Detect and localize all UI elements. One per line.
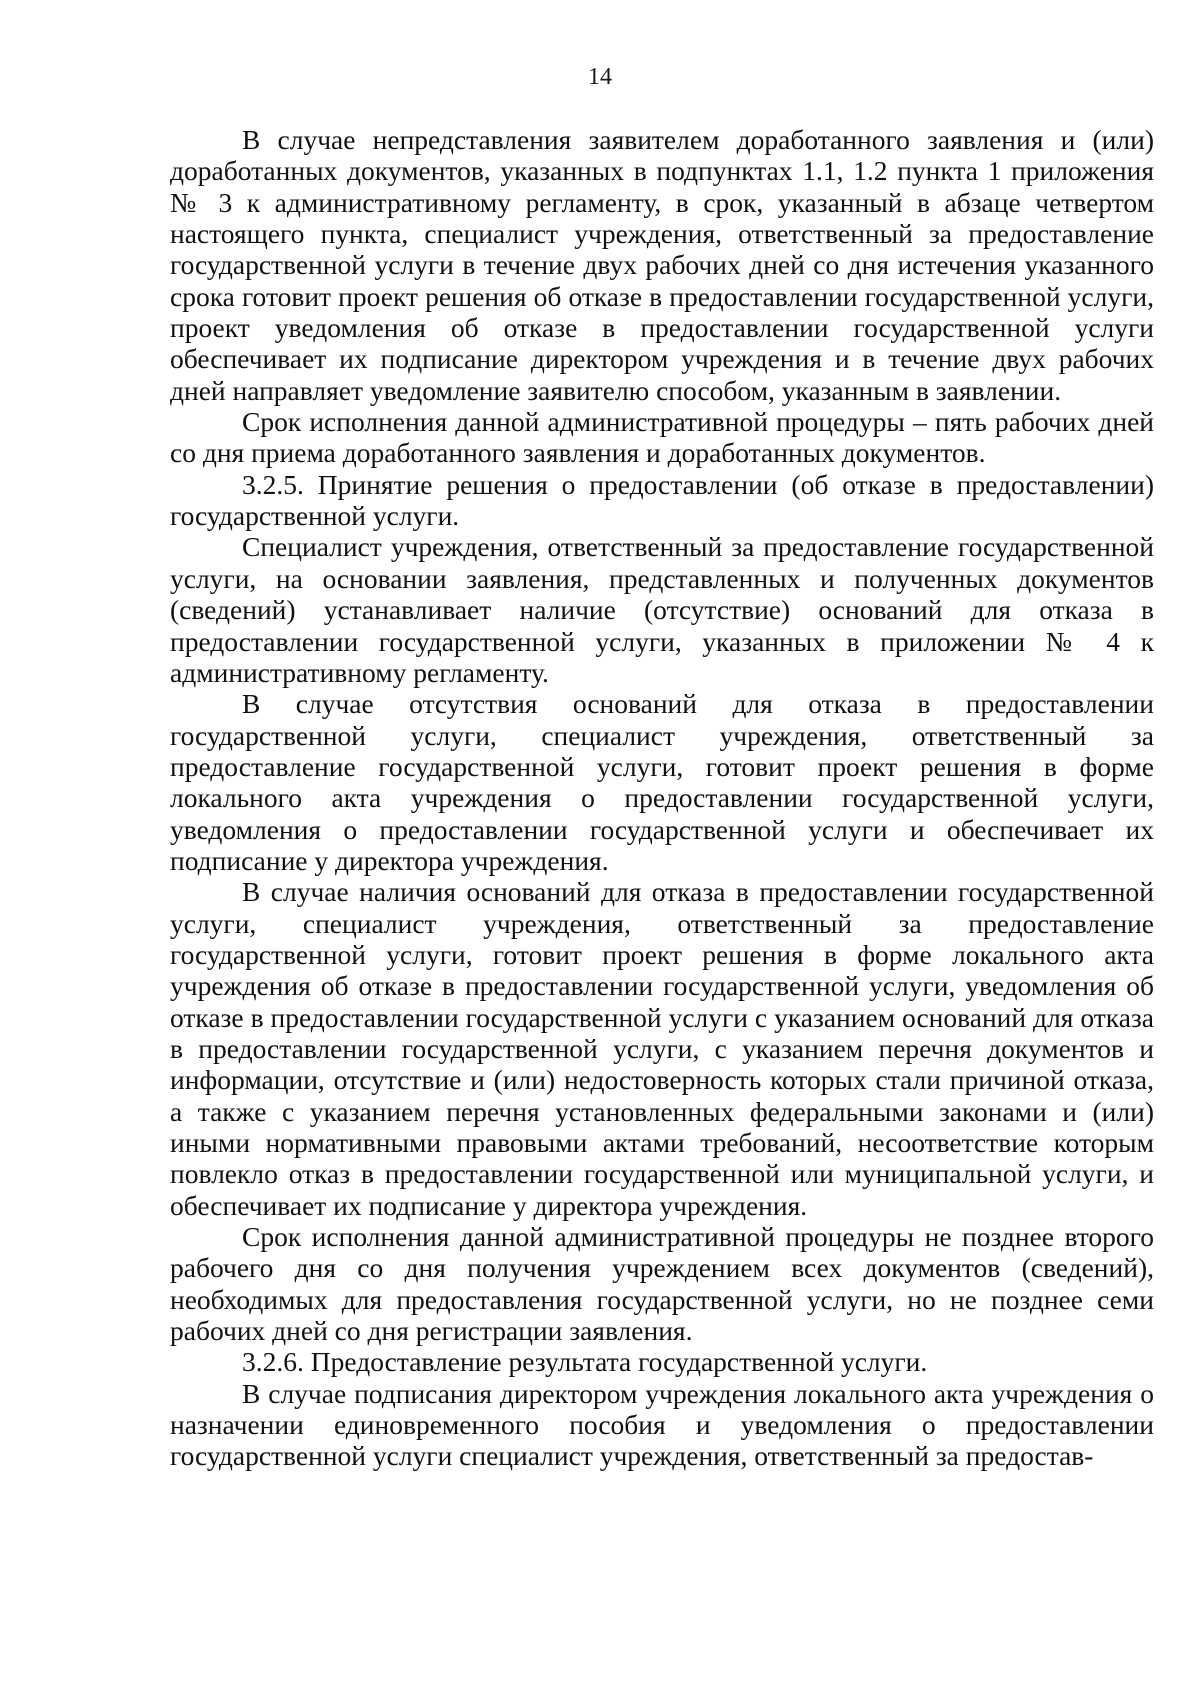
paragraph-deadline-five-days: Срок исполнения данной административной процедуры – пять рабочих дней со дня приема доработанного заявления и доработанных документов. bbox=[170, 406, 1154, 469]
page-number: 14 bbox=[588, 64, 612, 90]
document-body bbox=[170, 124, 1154, 1472]
section-heading-3-2-6: 3.2.6. Предоставление результата государственной услуги. bbox=[242, 1346, 928, 1378]
paragraph-no-grounds: В случае отсутствия оснований для отказа в предоставлении государственной услуги, специалист учреждения, ответственный за предоставление государственной услуги, готовит проект решения в форме локального акта учреждения о предоставлении государственной услуги, уведомления о предоставлении государственной услуги и обеспечивает их подписание у директора учреждения. bbox=[170, 688, 1154, 876]
paragraph-deadline-second-day: Срок исполнения данной административной процедуры не позднее второго рабочего дня со дня получения учреждением всех документов (сведений), необходимых для предоставления государственной услуги, но не позднее семи рабочих дней со дня регистрации заявления. bbox=[170, 1221, 1154, 1347]
paragraph-non-submission: В случае непредставления заявителем доработанного заявления и (или) доработанных документов, указанных в подпунктах 1.1, 1.2 пункта 1 приложения № 3 к административному регламенту, в срок, указанный в абзаце четвертом настоящего пункта, специалист учреждения, ответственный за предоставление государственной услуги в течение двух рабочих дней со дня истечения указанного срока готовит проект решения об отказе в предоставлении государственной услуги, проект уведомления об отказе в предоставлении государственной услуги обеспечивает их подписание директором учреждения и в течение двух рабочих дней направляет уведомление заявителю способом, указанным в заявлении. bbox=[170, 124, 1154, 406]
paragraph-specialist-check: Специалист учреждения, ответственный за предоставление государственной услуги, на основании заявления, представленных и полученных документов (сведений) устанавливает наличие (отсутствие) оснований для отказа в предоставлении государственной услуги, указанных в приложении № 4 к административному регламенту. bbox=[170, 531, 1154, 688]
section-heading-3-2-5: 3.2.5. Принятие решения о предоставлении (об отказе в предоставлении) государственной услуги. bbox=[170, 468, 1154, 532]
paragraph-grounds-for-refusal: В случае наличия оснований для отказа в предоставлении государственной услуги, специалист учреждения, ответственный за предоставление государственной услуги, готовит проект решения в форме локального акта учреждения об отказе в предоставлении государственной услуги, уведомления об отказе в предоставлении государственной услуги с указанием оснований для отказа в предоставлении государственной услуги, с указанием перечня документов и информации, отсутствие и (или) недостоверность которых стали причиной отказа, а также с указанием перечня установленных федеральными законами и (или) иными нормативными правовыми актами требований, несоответствие которым повлекло отказ в предоставлении государственной или муниципальной услуги, и обеспечивает их подписание у директора учреждения. bbox=[170, 876, 1154, 1221]
paragraph-result-delivery: В случае подписания директором учреждения локального акта учреждения о назначении единовременного пособия и уведомления о предоставлении государственной услуги специалист учреждения, ответственный за предостав- bbox=[170, 1377, 1154, 1472]
